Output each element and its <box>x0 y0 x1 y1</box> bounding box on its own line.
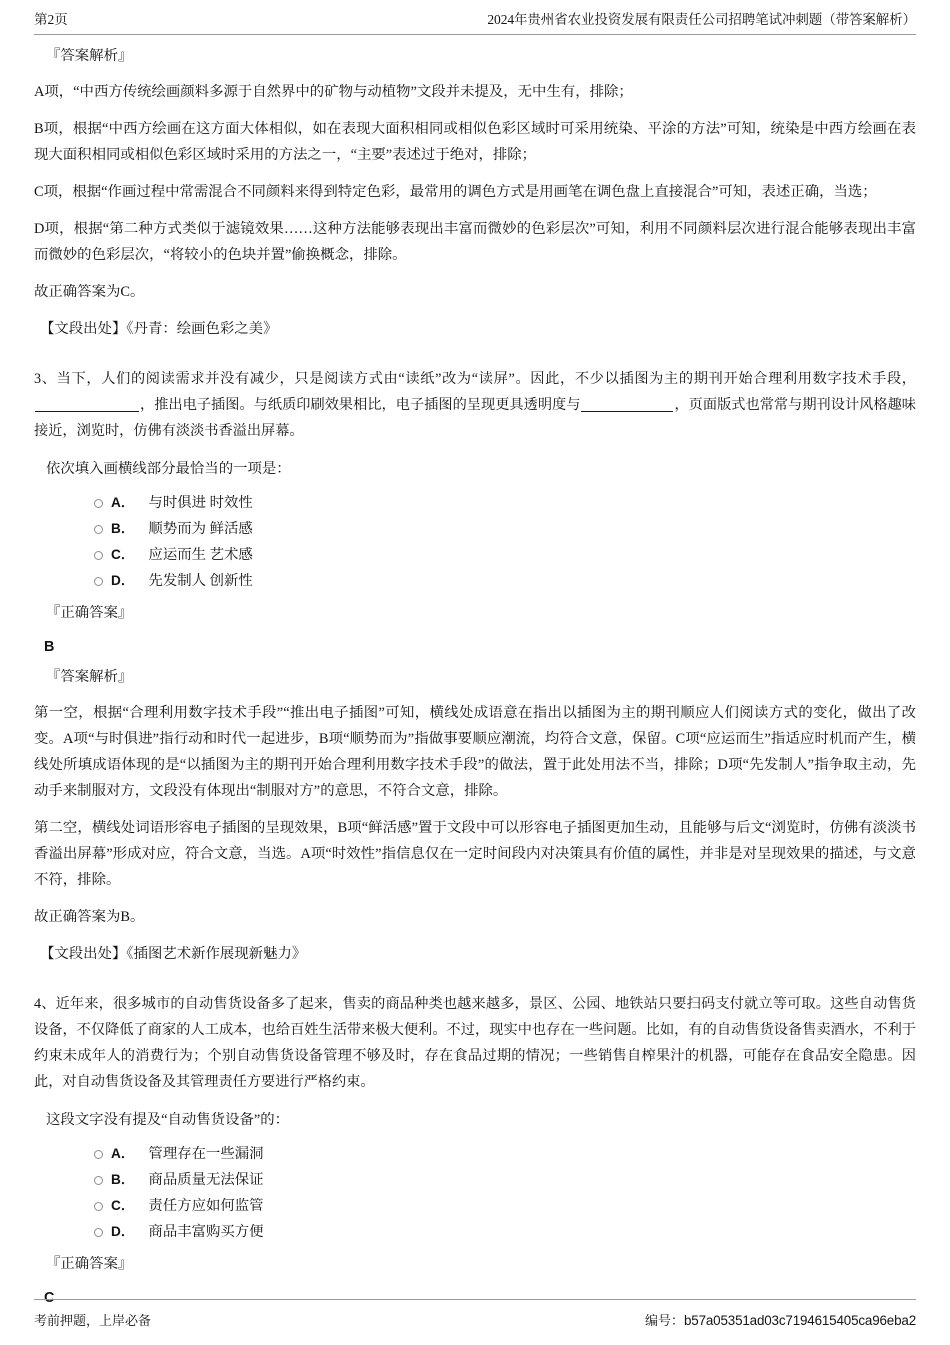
correct-answer-label: 『正确答案』 <box>46 1256 133 1272</box>
analysis-paragraph-b: B项，根据“中西方绘画在这方面大体相似，如在表现大面积相同或相似色彩区域时可采用统染、平涂的方法”可知，统染是中西方绘画在表现大面积相同或相似色彩区域时采用的方法之一，“主要”表述过于绝对，排除； <box>34 121 916 163</box>
spacer <box>34 977 916 991</box>
radio-icon[interactable] <box>94 1228 103 1237</box>
question-3-stem <box>34 366 916 444</box>
source-text: 《插图艺术新作展现新魅力》 <box>126 946 307 962</box>
question-3-block <box>34 366 916 967</box>
page-number-label: 第2页 <box>34 12 68 27</box>
correct-answer-label: 『正确答案』 <box>46 605 133 621</box>
radio-icon[interactable] <box>94 1202 103 1211</box>
correct-answer-value: C <box>44 1290 55 1306</box>
analysis-paragraph-blank2: 第二空，横线处词语形容电子插图的呈现效果，B项“鲜活感”置于文段中可以形容电子插图更加生动，且能够与后文“浏览时，仿佛有淡淡书香溢出屏幕”形成对应，符合文意，当选。A项“时效性”指信息仅在一定时间段内对决策具有价值的属性，并非是对呈现效果的描述，与文意不符，排除。 <box>34 820 916 888</box>
option-text: 商品质量无法保证 <box>148 1172 264 1188</box>
footer-code <box>645 1311 916 1331</box>
spacer <box>34 352 916 366</box>
analysis-paragraph-blank1: 第一空，根据“合理利用数字技术手段”“推出电子插图”可知，横线处成语意在指出以插图为主的期刊顺应人们阅读方式的变化，做出了改变。A项“与时俱进”指行动和时代一起进步，B项“顺势而为”指做事要顺应潮流，均符合文意，保留。C项“应运而生”指适应时机而产生，横线处所填成语体现的是“以插图为主的期刊开始合理利用数字技术手段”的做法，置于此处用法不当，排除；D项“先发制人”指争取主动，先动手来制服对方，文段没有体现出“制服对方”的意思，不符合文意，排除。 <box>34 705 916 799</box>
option-letter: C． <box>111 1198 135 1213</box>
radio-icon[interactable] <box>94 1150 103 1159</box>
option-text: 管理存在一些漏洞 <box>148 1146 264 1162</box>
option-a[interactable] <box>94 490 916 516</box>
analysis-label: 『答案解析』 <box>46 669 133 685</box>
radio-icon[interactable] <box>94 525 103 534</box>
footer-slogan: 考前押题，上岸必备 <box>34 1313 152 1328</box>
option-letter: D． <box>111 573 135 588</box>
question-2-analysis-block <box>34 43 916 342</box>
question-4-block <box>34 991 916 1309</box>
option-text: 商品丰富购买方便 <box>148 1224 264 1240</box>
question-4-stem-text: 近年来，很多城市的自动售货设备多了起来，售卖的商品种类也越来越多，景区、公园、地铁站只要扫码支付就立等可取。这些自动售货设备，不仅降低了商家的人工成本，也给百姓生活带来极大便利。不过，现实中也存在一些问题。比如，有的自动售货设备售卖酒水，不利于约束未成年人的消费行为；个别自动售货设备管理不够及时，存在食品过期的情况；一些销售自榨果汁的机器，可能存在食品安全隐患。因此，对自动售货设备及其管理责任方要进行严格约束。 <box>34 996 916 1090</box>
question-3-prompt: 依次填入画横线部分最恰当的一项是： <box>46 461 291 477</box>
question-3-stem-part1: 当下，人们的阅读需求并没有减少，只是阅读方式由“读纸”改为“读屏”。因此，不少以插图为主的期刊开始合理利用数字技术手段， <box>56 371 916 387</box>
analysis-paragraph-d: D项，根据“第二种方式类似于滤镜效果……这种方法能够表现出丰富而微妙的色彩层次”可知，利用不同颜料层次进行混合能够表现出丰富而微妙的色彩层次，“将较小的色块并置”偷换概念，排除。 <box>34 221 916 263</box>
question-4-prompt: 这段文字没有提及“自动售货设备”的： <box>46 1112 290 1128</box>
fill-blank-1[interactable] <box>35 411 139 412</box>
option-text: 与时俱进 时效性 <box>148 495 253 511</box>
question-3-stem-part3: ，页面版式也常常与期刊设计风格趣味接近，浏览时，仿佛有淡淡书香溢出屏幕。 <box>34 397 916 439</box>
option-a[interactable] <box>94 1141 916 1167</box>
option-c[interactable] <box>94 1193 916 1219</box>
option-letter: A． <box>111 1146 135 1161</box>
analysis-conclusion: 故正确答案为C。 <box>34 284 145 300</box>
question-4-options <box>34 1141 916 1245</box>
radio-icon[interactable] <box>94 499 103 508</box>
question-3-number: 3、 <box>34 371 57 387</box>
option-text: 应运而生 艺术感 <box>148 547 253 563</box>
source-label: 【文段出处】 <box>40 321 127 337</box>
document-body <box>34 43 916 1315</box>
source-line <box>34 316 916 342</box>
option-letter: B． <box>111 521 135 536</box>
footer-code-value: b57a05351ad03c7194615405ca96eba2 <box>683 1313 916 1328</box>
question-3-options <box>34 490 916 594</box>
option-c[interactable] <box>94 542 916 568</box>
source-label: 【文段出处】 <box>40 946 127 962</box>
option-letter: A． <box>111 495 135 510</box>
page-footer <box>34 1299 916 1331</box>
radio-icon[interactable] <box>94 551 103 560</box>
analysis-conclusion: 故正确答案为B。 <box>34 909 145 925</box>
page-header <box>34 10 916 35</box>
question-3-stem-part2: ，推出电子插图。与纸质印刷效果相比，电子插图的呈现更具透明度与 <box>140 397 581 413</box>
option-letter: C． <box>111 547 135 562</box>
analysis-paragraph-a: A项，“中西方传统绘画颜料多源于自然界中的矿物与动植物”文段并未提及，无中生有，排除； <box>34 84 633 100</box>
document-title: 2024年贵州省农业投资发展有限责任公司招聘笔试冲刺题（带答案解析） <box>487 12 916 27</box>
option-b[interactable] <box>94 516 916 542</box>
source-text: 《丹青：绘画色彩之美》 <box>126 321 278 337</box>
analysis-paragraph-c: C项，根据“作画过程中常需混合不同颜料来得到特定色彩，最常用的调色方式是用画笔在调色盘上直接混合”可知，表述正确，当选； <box>34 184 877 200</box>
option-d[interactable] <box>94 1219 916 1245</box>
option-text: 顺势而为 鲜活感 <box>148 521 253 537</box>
option-text: 责任方应如何监管 <box>148 1198 264 1214</box>
option-letter: D． <box>111 1224 135 1239</box>
footer-code-label: 编号： <box>644 1313 684 1328</box>
radio-icon[interactable] <box>94 577 103 586</box>
analysis-label: 『答案解析』 <box>46 48 133 64</box>
source-line <box>34 941 916 967</box>
option-b[interactable] <box>94 1167 916 1193</box>
option-letter: B． <box>111 1172 135 1187</box>
radio-icon[interactable] <box>94 1176 103 1185</box>
fill-blank-2[interactable] <box>581 411 673 412</box>
option-d[interactable] <box>94 568 916 594</box>
question-4-number: 4、 <box>34 996 56 1012</box>
correct-answer-value: B <box>44 639 55 655</box>
option-text: 先发制人 创新性 <box>148 573 253 589</box>
question-4-stem <box>34 991 916 1095</box>
